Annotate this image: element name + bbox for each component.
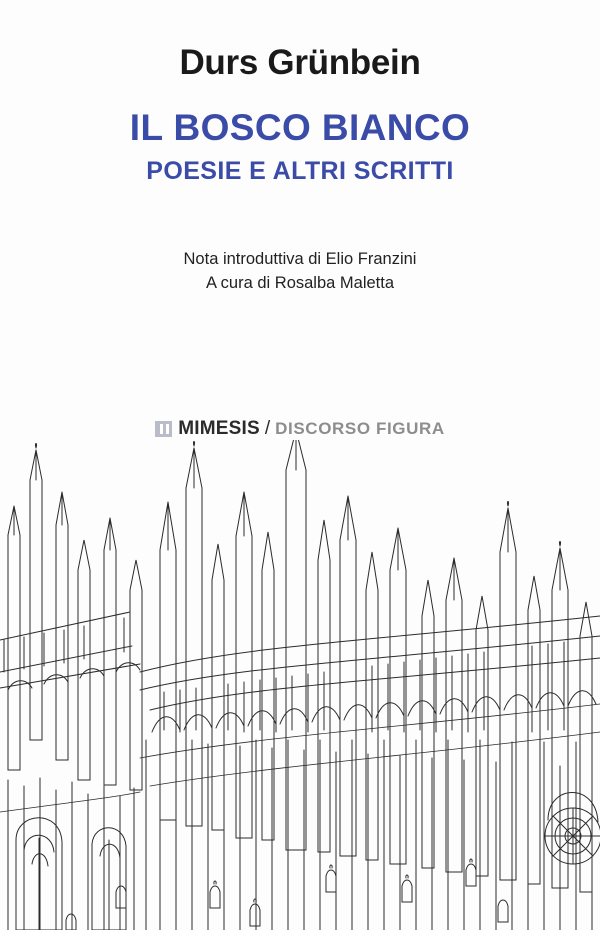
author-name: Durs Grünbein — [179, 43, 421, 82]
mimesis-logo-icon — [155, 421, 172, 437]
series-name: DISCORSO FIGURA — [275, 419, 445, 438]
credits-block — [0, 248, 600, 296]
credit-editor: A cura di Rosalba Maletta — [205, 273, 395, 292]
publisher-imprint — [0, 418, 600, 440]
book-subtitle: POESIE E ALTRI SCRITTI — [146, 157, 454, 186]
cover-text-block — [0, 0, 600, 296]
publisher-separator: / — [264, 418, 271, 439]
cathedral-illustration — [0, 440, 600, 930]
publisher-name: MIMESIS — [178, 418, 260, 439]
credit-introduction: Nota introduttiva di Elio Franzini — [183, 249, 417, 268]
book-title: IL BOSCO BIANCO — [129, 106, 471, 148]
